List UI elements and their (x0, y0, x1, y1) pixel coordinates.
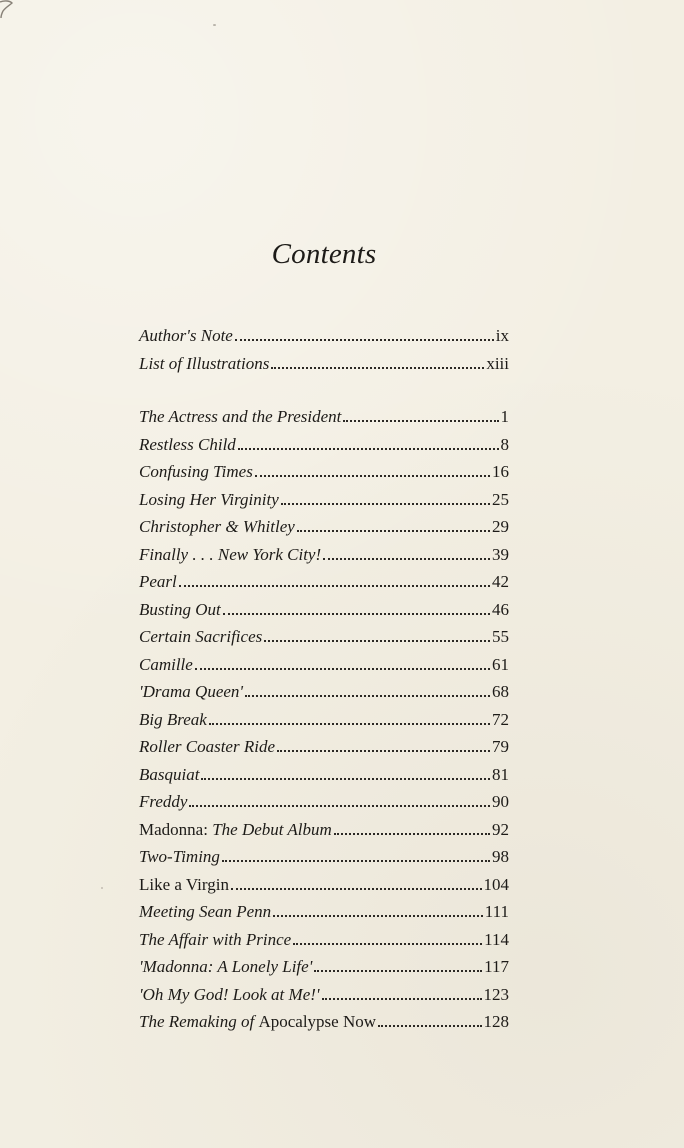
entry-title: Confusing Times (139, 462, 253, 481)
dot-leader (231, 888, 482, 890)
toc-entry-authors-note (139, 322, 509, 350)
toc-entry-chapter (139, 623, 509, 651)
entry-title (139, 1008, 376, 1036)
entry-title: Losing Her Virginity (139, 489, 279, 509)
entry-title: Basquiat (139, 764, 200, 784)
entry-page-number: 72 (492, 709, 509, 729)
toc-entry-chapter (139, 953, 509, 981)
entry-title: Roller Coaster Ride (139, 737, 275, 756)
entry-title: 'Drama Queen' (139, 682, 244, 701)
entry-title-roman: Like a Virgin (139, 874, 229, 894)
toc-entry-chapter (139, 568, 509, 596)
toc-entry-chapter (139, 431, 509, 459)
dot-leader (323, 558, 490, 560)
chapter-list (139, 403, 509, 1036)
dot-leader (293, 943, 482, 945)
entry-title: Pearl (139, 572, 177, 591)
entry-title (139, 816, 332, 844)
entry-page-number: 92 (492, 819, 509, 839)
dot-leader (189, 805, 490, 807)
front-matter-list (139, 322, 509, 377)
dot-leader (322, 998, 482, 1000)
dot-leader (235, 339, 494, 341)
entry-title: Two-Timing (139, 847, 220, 866)
toc-entry-chapter (139, 486, 509, 514)
entry-page-number: 123 (483, 984, 509, 1004)
toc-entry-chapter (139, 981, 509, 1009)
entry-title: Big Break (139, 709, 207, 729)
entry-page-number: 29 (492, 517, 509, 536)
toc-entry-chapter (139, 1008, 509, 1036)
entry-page-number: 55 (492, 627, 509, 646)
entry-title-italic: The Remaking of (139, 1012, 259, 1031)
dot-leader (195, 668, 490, 670)
entry-page-number: 81 (492, 764, 509, 784)
entry-page-number: 90 (492, 792, 509, 811)
entry-page-number: 25 (492, 489, 509, 509)
toc-entry-chapter (139, 403, 509, 431)
dot-leader (238, 448, 499, 450)
entry-page-number: 68 (492, 682, 509, 701)
entry-title-roman: Madonna: (139, 819, 213, 839)
toc-entry-chapter (139, 458, 509, 486)
toc-entry-chapter (139, 926, 509, 954)
toc-entry-list-of-illustrations (139, 350, 509, 378)
entry-page-number: 117 (484, 957, 509, 976)
dot-leader (334, 833, 490, 835)
entry-title (139, 871, 229, 899)
toc-entry-chapter (139, 871, 509, 899)
paper-speck (101, 887, 103, 889)
entry-title: List of Illustrations (139, 353, 270, 373)
dot-leader (255, 475, 490, 477)
entry-page-number: 79 (492, 737, 509, 756)
toc-entry-chapter (139, 733, 509, 761)
corner-ink-mark (0, 0, 14, 18)
toc-entry-chapter (139, 816, 509, 844)
entry-page-number: 42 (492, 572, 509, 591)
entry-page-number: ix (495, 326, 509, 345)
entry-title: Meeting Sean Penn (139, 902, 272, 921)
dot-leader (273, 915, 483, 917)
entry-title: Freddy (139, 792, 188, 811)
toc-entry-chapter (139, 651, 509, 679)
entry-page-number: 114 (484, 929, 509, 949)
dot-leader (179, 585, 490, 587)
entry-page-number: 1 (500, 407, 509, 426)
table-of-contents (139, 236, 509, 1036)
dot-leader (343, 420, 498, 422)
entry-page-number: 61 (492, 654, 509, 674)
toc-entry-chapter (139, 761, 509, 789)
dot-leader (209, 723, 490, 725)
dot-leader (223, 613, 490, 615)
entry-page-number: 8 (500, 434, 509, 454)
entry-page-number: 111 (484, 902, 509, 921)
entry-title-roman: Apocalypse Now (258, 1012, 377, 1031)
dot-leader (201, 778, 490, 780)
toc-entry-chapter (139, 513, 509, 541)
entry-title: Restless Child (139, 434, 236, 454)
dot-leader (245, 695, 490, 697)
toc-entry-chapter (139, 706, 509, 734)
entry-page-number: 128 (483, 1012, 509, 1031)
dot-leader (271, 367, 484, 369)
dot-leader (222, 860, 490, 862)
entry-title: Camille (139, 654, 193, 674)
entry-title-italic: The Debut Album (212, 819, 332, 839)
dot-leader (314, 970, 482, 972)
page-title: Contents (271, 238, 377, 270)
entry-title: 'Oh My God! Look at Me!' (139, 984, 320, 1004)
entry-title: Author's Note (139, 326, 233, 345)
entry-page-number: 46 (492, 599, 509, 619)
entry-page-number: 39 (492, 544, 509, 564)
entry-title: Finally . . . New York City! (139, 544, 322, 564)
entry-title: The Affair with Prince (139, 929, 292, 949)
entry-page-number: 98 (492, 847, 509, 866)
toc-entry-chapter (139, 898, 509, 926)
toc-entry-chapter (139, 843, 509, 871)
dot-leader (264, 640, 490, 642)
entry-title: The Actress and the President (139, 407, 342, 426)
entry-page-number: xiii (486, 353, 509, 373)
paper-speck (213, 24, 216, 26)
toc-entry-chapter (139, 596, 509, 624)
entry-title: Christopher & Whitley (139, 517, 295, 536)
dot-leader (378, 1025, 481, 1027)
dot-leader (277, 750, 490, 752)
dot-leader (297, 530, 490, 532)
toc-entry-chapter (139, 541, 509, 569)
entry-title: Certain Sacrifices (139, 627, 263, 646)
entry-page-number: 16 (492, 462, 509, 481)
toc-entry-chapter (139, 788, 509, 816)
entry-title: Busting Out (139, 599, 221, 619)
entry-page-number: 104 (483, 874, 509, 894)
toc-entry-chapter (139, 678, 509, 706)
dot-leader (281, 503, 490, 505)
entry-title: 'Madonna: A Lonely Life' (139, 957, 313, 976)
